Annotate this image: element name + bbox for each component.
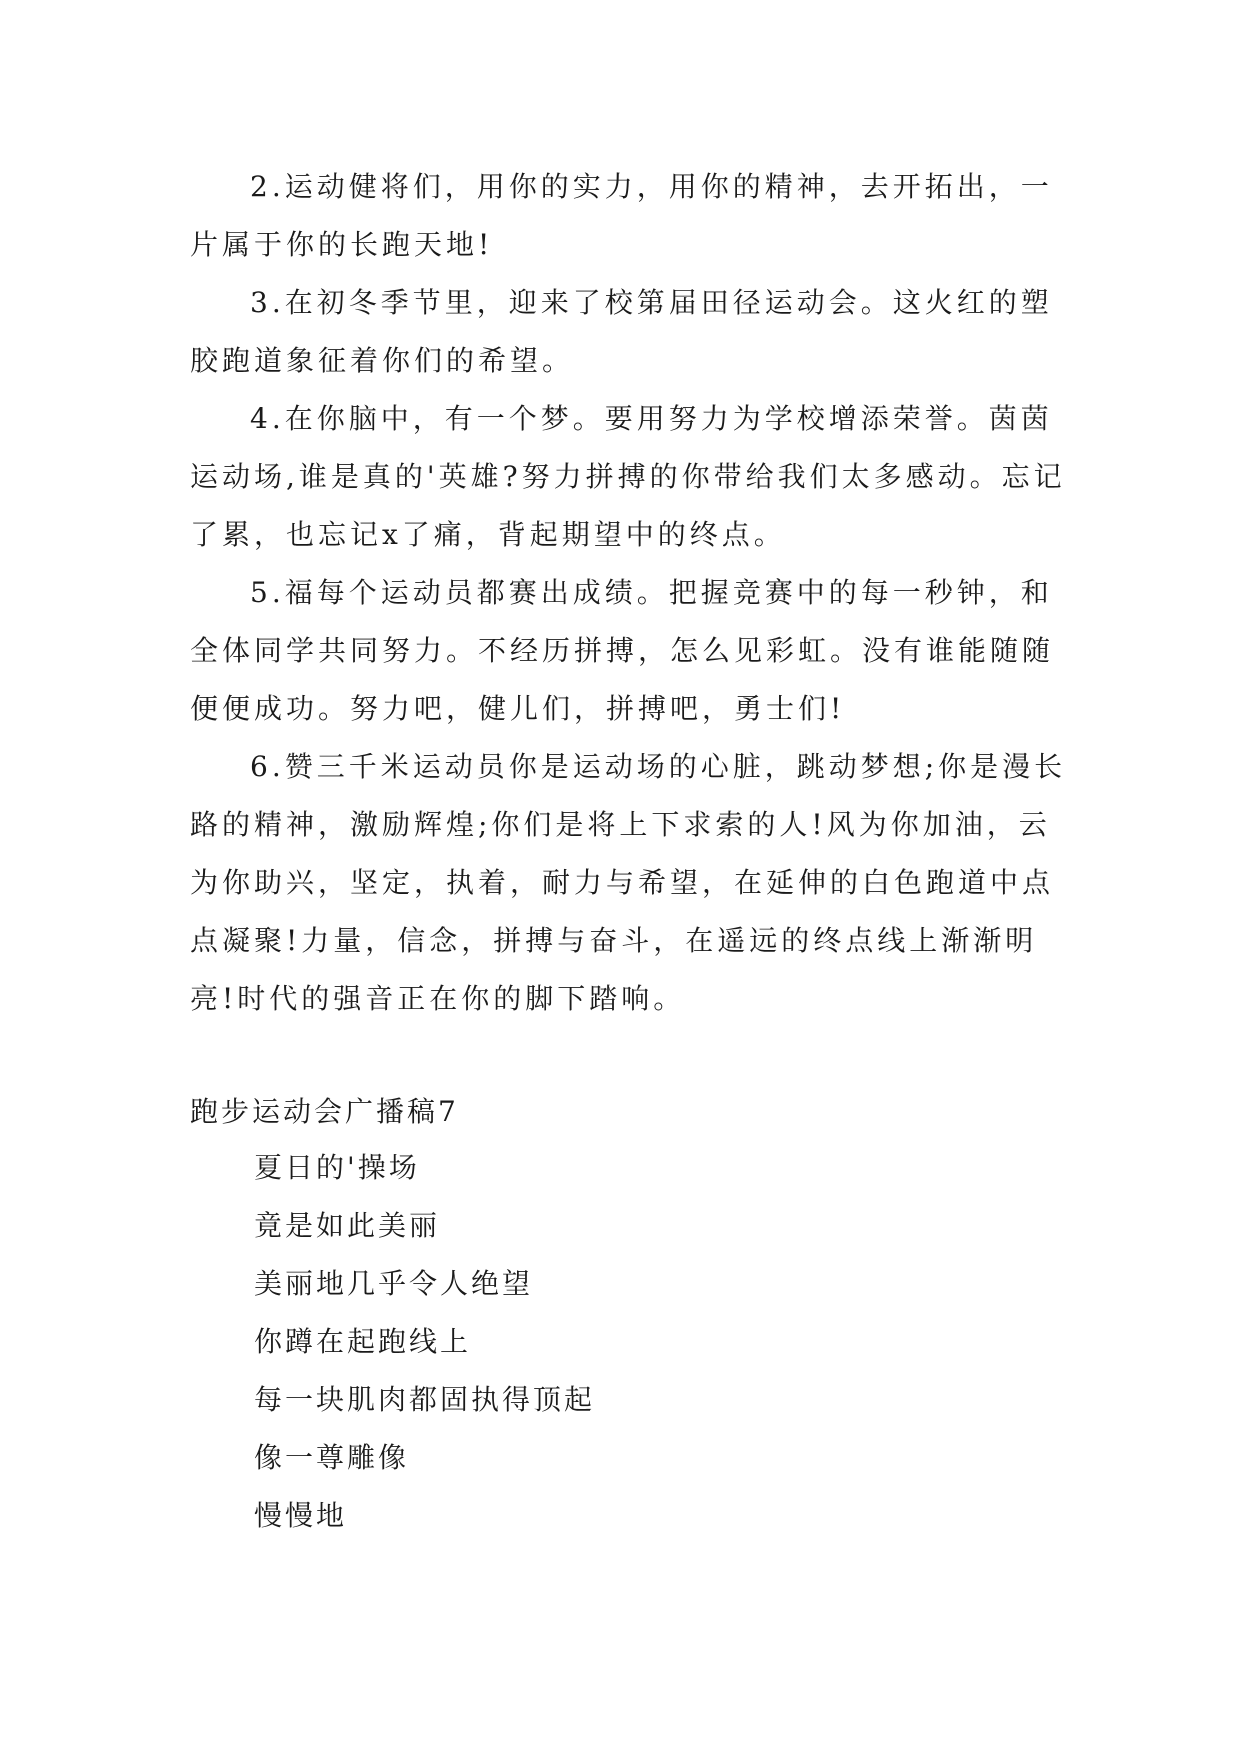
paragraph-4: 4.在你脑中，有一个梦。要用努力为学校增添荣誉。茵茵运动场,谁是真的'英雄?努力拼搏的你带给我们太多感动。忘记了累，也忘记x了痛，背起期望中的终点。 xyxy=(190,402,1066,551)
paragraph-3: 3.在初冬季节里，迎来了校第届田径运动会。这火红的塑胶跑道象征着你们的希望。 xyxy=(190,286,1053,377)
poem-line: 竟是如此美丽 xyxy=(254,1209,441,1242)
paragraph-5: 5.福每个运动员都赛出成绩。把握竞赛中的每一秒钟，和全体同学共同努力。不经历拼搏，怎么见彩虹。没有谁能随随便便成功。努力吧，健儿们，拼搏吧，勇士们! xyxy=(190,576,1055,725)
paragraph-6: 6.赞三千米运动员你是运动场的心脏，跳动梦想;你是漫长路的精神，激励辉煌;你们是将上下求索的人!风为你加油，云为你助兴，坚定，执着，耐力与希望，在延伸的白色跑道中点点凝聚!力量，信念，拼搏与奋斗，在遥远的终点线上渐渐明亮!时代的强音正在你的脚下踏响。 xyxy=(190,750,1067,1015)
poem-line: 夏日的'操场 xyxy=(254,1151,420,1184)
poem-line: 每一块肌肉都固执得顶起 xyxy=(254,1383,596,1416)
poem-line: 美丽地几乎令人绝望 xyxy=(254,1267,534,1300)
section-title: 跑步运动会广播稿7 xyxy=(190,1095,459,1128)
poem-line: 慢慢地 xyxy=(254,1499,348,1532)
poem-line: 像一尊雕像 xyxy=(254,1441,410,1474)
poem-line: 你蹲在起跑线上 xyxy=(254,1325,472,1358)
paragraph-2: 2.运动健将们，用你的实力，用你的精神，去开拓出，一片属于你的长跑天地! xyxy=(190,170,1053,261)
